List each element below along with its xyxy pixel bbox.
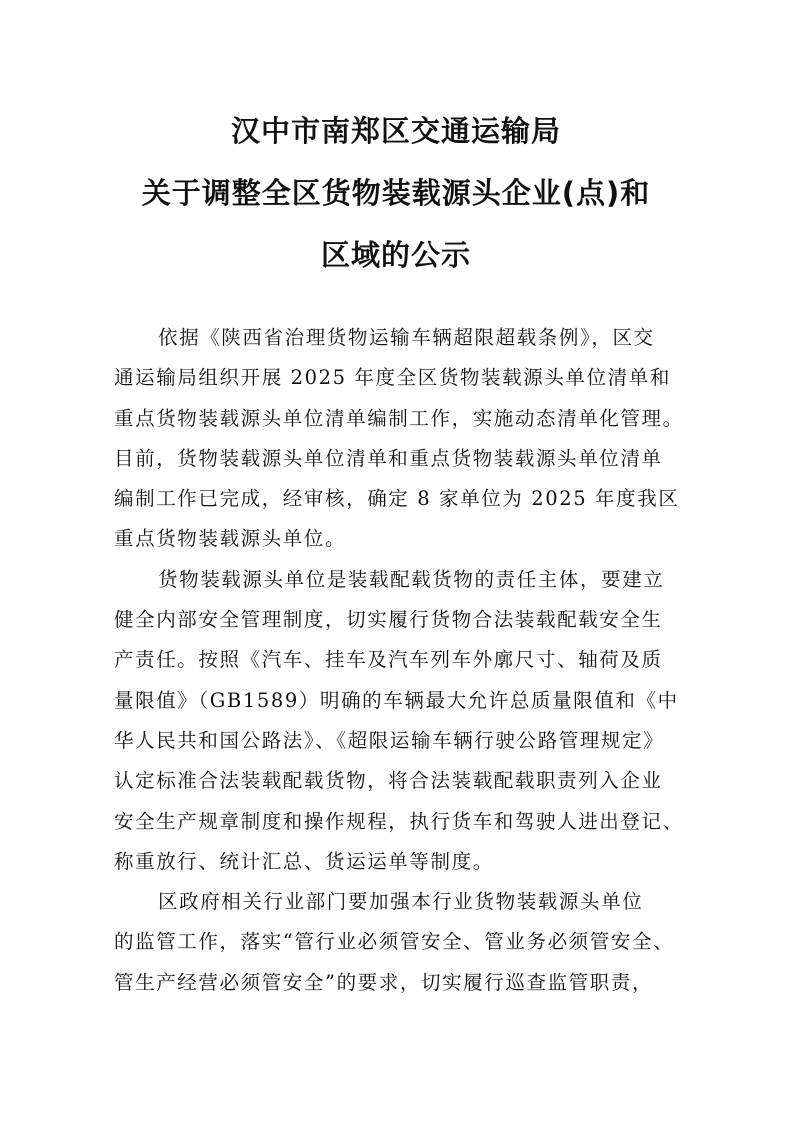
body-line: 健全内部安全管理制度，切实履行货物合法装载配载安全生 bbox=[114, 608, 663, 632]
body-line: 通运输局组织开展 2025 年度全区货物装载源头单位清单和 bbox=[114, 366, 671, 390]
title-line-3: 区域的公示 bbox=[320, 238, 471, 272]
body-line: 重点货物装载源头单位。 bbox=[114, 527, 347, 551]
document-title bbox=[0, 100, 792, 286]
body-line: 编制工作已完成，经审核，确定 8 家单位为 2025 年度我区 bbox=[114, 487, 680, 511]
body-line: 量限值》（GB1589）明确的车辆最大允许总质量限值和《中 bbox=[114, 688, 679, 712]
body-line: 的监管工作，落实“管行业必须管安全、管业务必须管安全、 bbox=[114, 930, 675, 954]
body-line: 安全生产规章制度和操作规程，执行货车和驾驶人进出登记、 bbox=[114, 809, 684, 833]
body-line: 华人民共和国公路法》、《超限运输车辆行驶公路管理规定》 bbox=[114, 728, 665, 752]
body-line: 货物装载源头单位是装载配载货物的责任主体，要建立 bbox=[158, 567, 665, 591]
body-line: 重点货物装载源头单位清单编制工作，实施动态清单化管理。 bbox=[114, 406, 684, 430]
title-line-2: 关于调整全区货物装载源头企业(点)和 bbox=[141, 176, 651, 210]
body-line: 目前，货物装载源头单位清单和重点货物装载源头单位清单 bbox=[114, 446, 663, 470]
body-line: 称重放行、统计汇总、货运运单等制度。 bbox=[114, 849, 494, 873]
title-line-1: 汉中市南郑区交通运输局 bbox=[230, 114, 561, 148]
body-line: 管生产经营必须管安全”的要求，切实履行巡查监管职责， bbox=[114, 970, 654, 994]
body-line: 认定标准合法装载配载货物，将合法装载配载职责列入企业 bbox=[114, 769, 663, 793]
body-line: 依据《陕西省治理货物运输车辆超限超载条例》，区交 bbox=[158, 326, 655, 349]
document-body bbox=[114, 318, 684, 1003]
body-line: 区政府相关行业部门要加强本行业货物装载源头单位 bbox=[158, 890, 644, 914]
body-line: 产责任。按照《汽车、挂车及汽车列车外廓尺寸、轴荷及质 bbox=[114, 648, 663, 672]
